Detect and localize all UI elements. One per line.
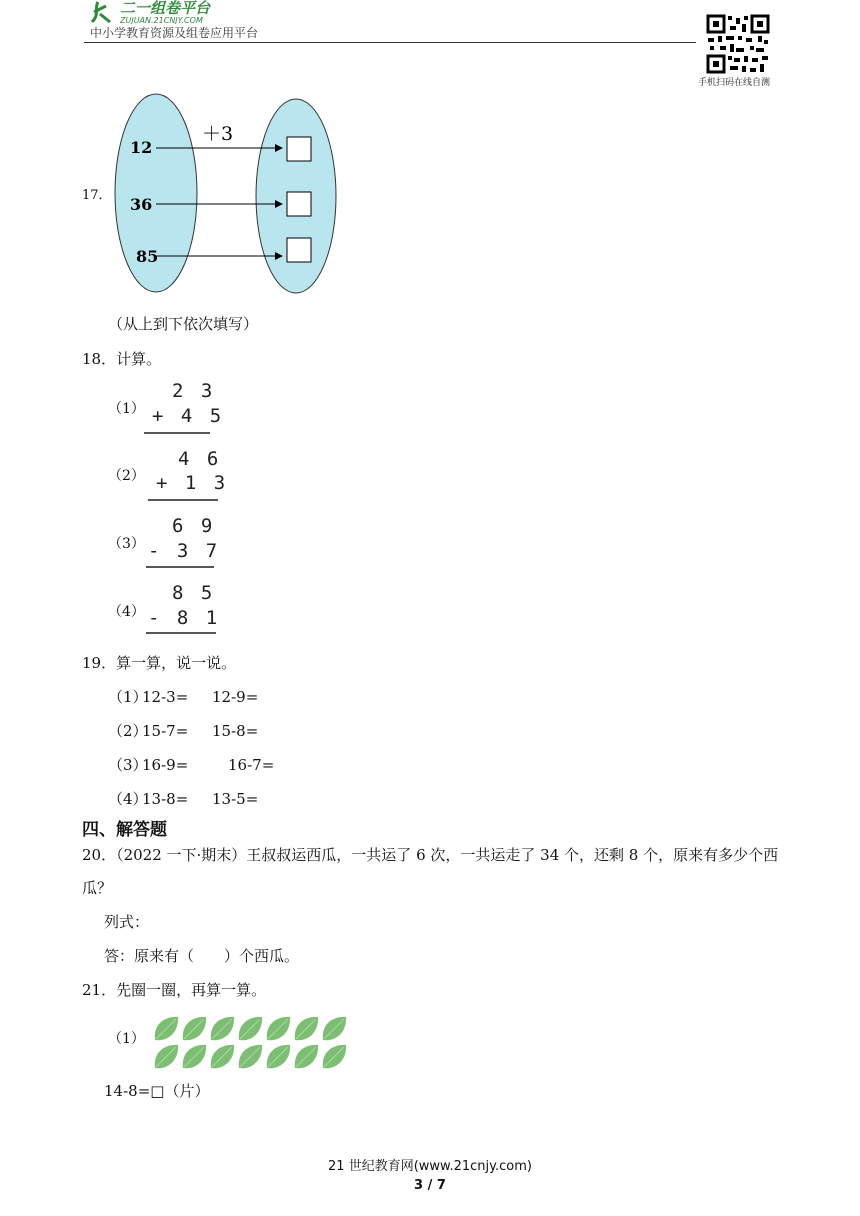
logo-title: 二一组卷平台: [120, 0, 211, 17]
q19-expression: 16-9=: [142, 756, 189, 774]
vertical-top-operand: 4 6: [178, 448, 222, 470]
leaf-icon: [239, 1017, 262, 1040]
question-20-text: 20．（2022 一下·期末）王叔叔运西瓜，一共运了 6 次，一共运走了 34 个，还剩 8 个，原来有多少个西: [82, 846, 779, 864]
leaf-icon: [239, 1045, 262, 1068]
q19-row-label: （3）: [108, 756, 148, 774]
leaf-icon: [323, 1045, 346, 1068]
header-divider: [84, 42, 696, 43]
question-21-title: 21．先圈一圈，再算一算。: [82, 981, 267, 999]
q21-item-label: （1）: [108, 1031, 145, 1047]
problem-label: （4）: [108, 604, 145, 620]
q19-row-label: （1）: [108, 688, 148, 706]
q21-equation: 14-8=□（片）: [104, 1082, 210, 1100]
problem-label: （2）: [108, 468, 145, 484]
vertical-line: [146, 566, 214, 568]
vertical-line: [146, 632, 216, 634]
q19-expression: 15-7=: [142, 722, 189, 740]
input-value: 36: [130, 195, 153, 214]
q17-note: （从上到下依次填写）: [108, 315, 259, 333]
vertical-bottom-operand: + 1 3: [156, 472, 229, 494]
qr-caption: 手机扫码在线自测: [698, 78, 771, 88]
answer-line: 答：原来有（ ）个西瓜。: [104, 947, 300, 965]
header-subtitle: 中小学教育资源及组卷应用平台: [90, 26, 259, 40]
section-heading: 四、解答题: [82, 820, 167, 840]
qr-code-icon: [706, 14, 770, 74]
q19-expression: 13-5=: [212, 790, 259, 808]
leaf-icon: [267, 1017, 290, 1040]
q19-expression: 12-3=: [142, 688, 189, 706]
vertical-top-operand: 2 3: [172, 380, 216, 402]
mapping-diagram: [112, 90, 342, 300]
leaf-icon: [155, 1017, 178, 1040]
input-value: 12: [130, 138, 153, 157]
problem-label: （3）: [108, 536, 145, 552]
question-18-title: 18．计算。: [82, 350, 162, 368]
vertical-line: [148, 499, 218, 501]
q19-row-label: （2）: [108, 722, 148, 740]
q19-expression: 13-8=: [142, 790, 189, 808]
logo-url: ZUJUAN.21CNJY.COM: [120, 16, 203, 24]
leaf-icon: [183, 1017, 206, 1040]
answer-box: [287, 137, 311, 161]
leaf-icon: [295, 1017, 318, 1040]
q19-expression: 12-9=: [212, 688, 259, 706]
q19-expression: 15-8=: [212, 722, 259, 740]
leaf-icon: [183, 1045, 206, 1068]
question-19-title: 19．算一算，说一说。: [82, 654, 237, 672]
page-number: 3 / 7: [414, 1178, 446, 1193]
leaf-icon: [211, 1045, 234, 1068]
problem-label: （1）: [108, 401, 145, 417]
question-number-17: 17．: [82, 188, 112, 203]
q19-expression: 16-7=: [228, 756, 275, 774]
leaf-icon: [323, 1017, 346, 1040]
question-20-text-cont: 瓜？: [82, 879, 113, 897]
vertical-bottom-operand: - 3 7: [148, 540, 221, 562]
formula-label: 列式：: [104, 913, 150, 931]
leaf-icon: [155, 1045, 178, 1068]
vertical-bottom-operand: + 4 5: [152, 405, 225, 427]
leaf-icon: [267, 1045, 290, 1068]
input-value: 85: [136, 247, 159, 266]
vertical-top-operand: 8 5: [172, 582, 216, 604]
vertical-top-operand: 6 9: [172, 515, 216, 537]
vertical-line: [144, 432, 210, 434]
leaf-group: [152, 1016, 352, 1072]
logo: [84, 0, 274, 24]
footer-site: 21 世纪教育网(www.21cnjy.com): [328, 1159, 532, 1174]
q19-row-label: （4）: [108, 790, 148, 808]
answer-box: [287, 192, 311, 216]
answer-box: [287, 238, 311, 262]
vertical-bottom-operand: - 8 1: [148, 607, 221, 629]
leaf-icon: [295, 1045, 318, 1068]
leaf-icon: [211, 1017, 234, 1040]
operation-label: ＋3: [202, 123, 234, 145]
